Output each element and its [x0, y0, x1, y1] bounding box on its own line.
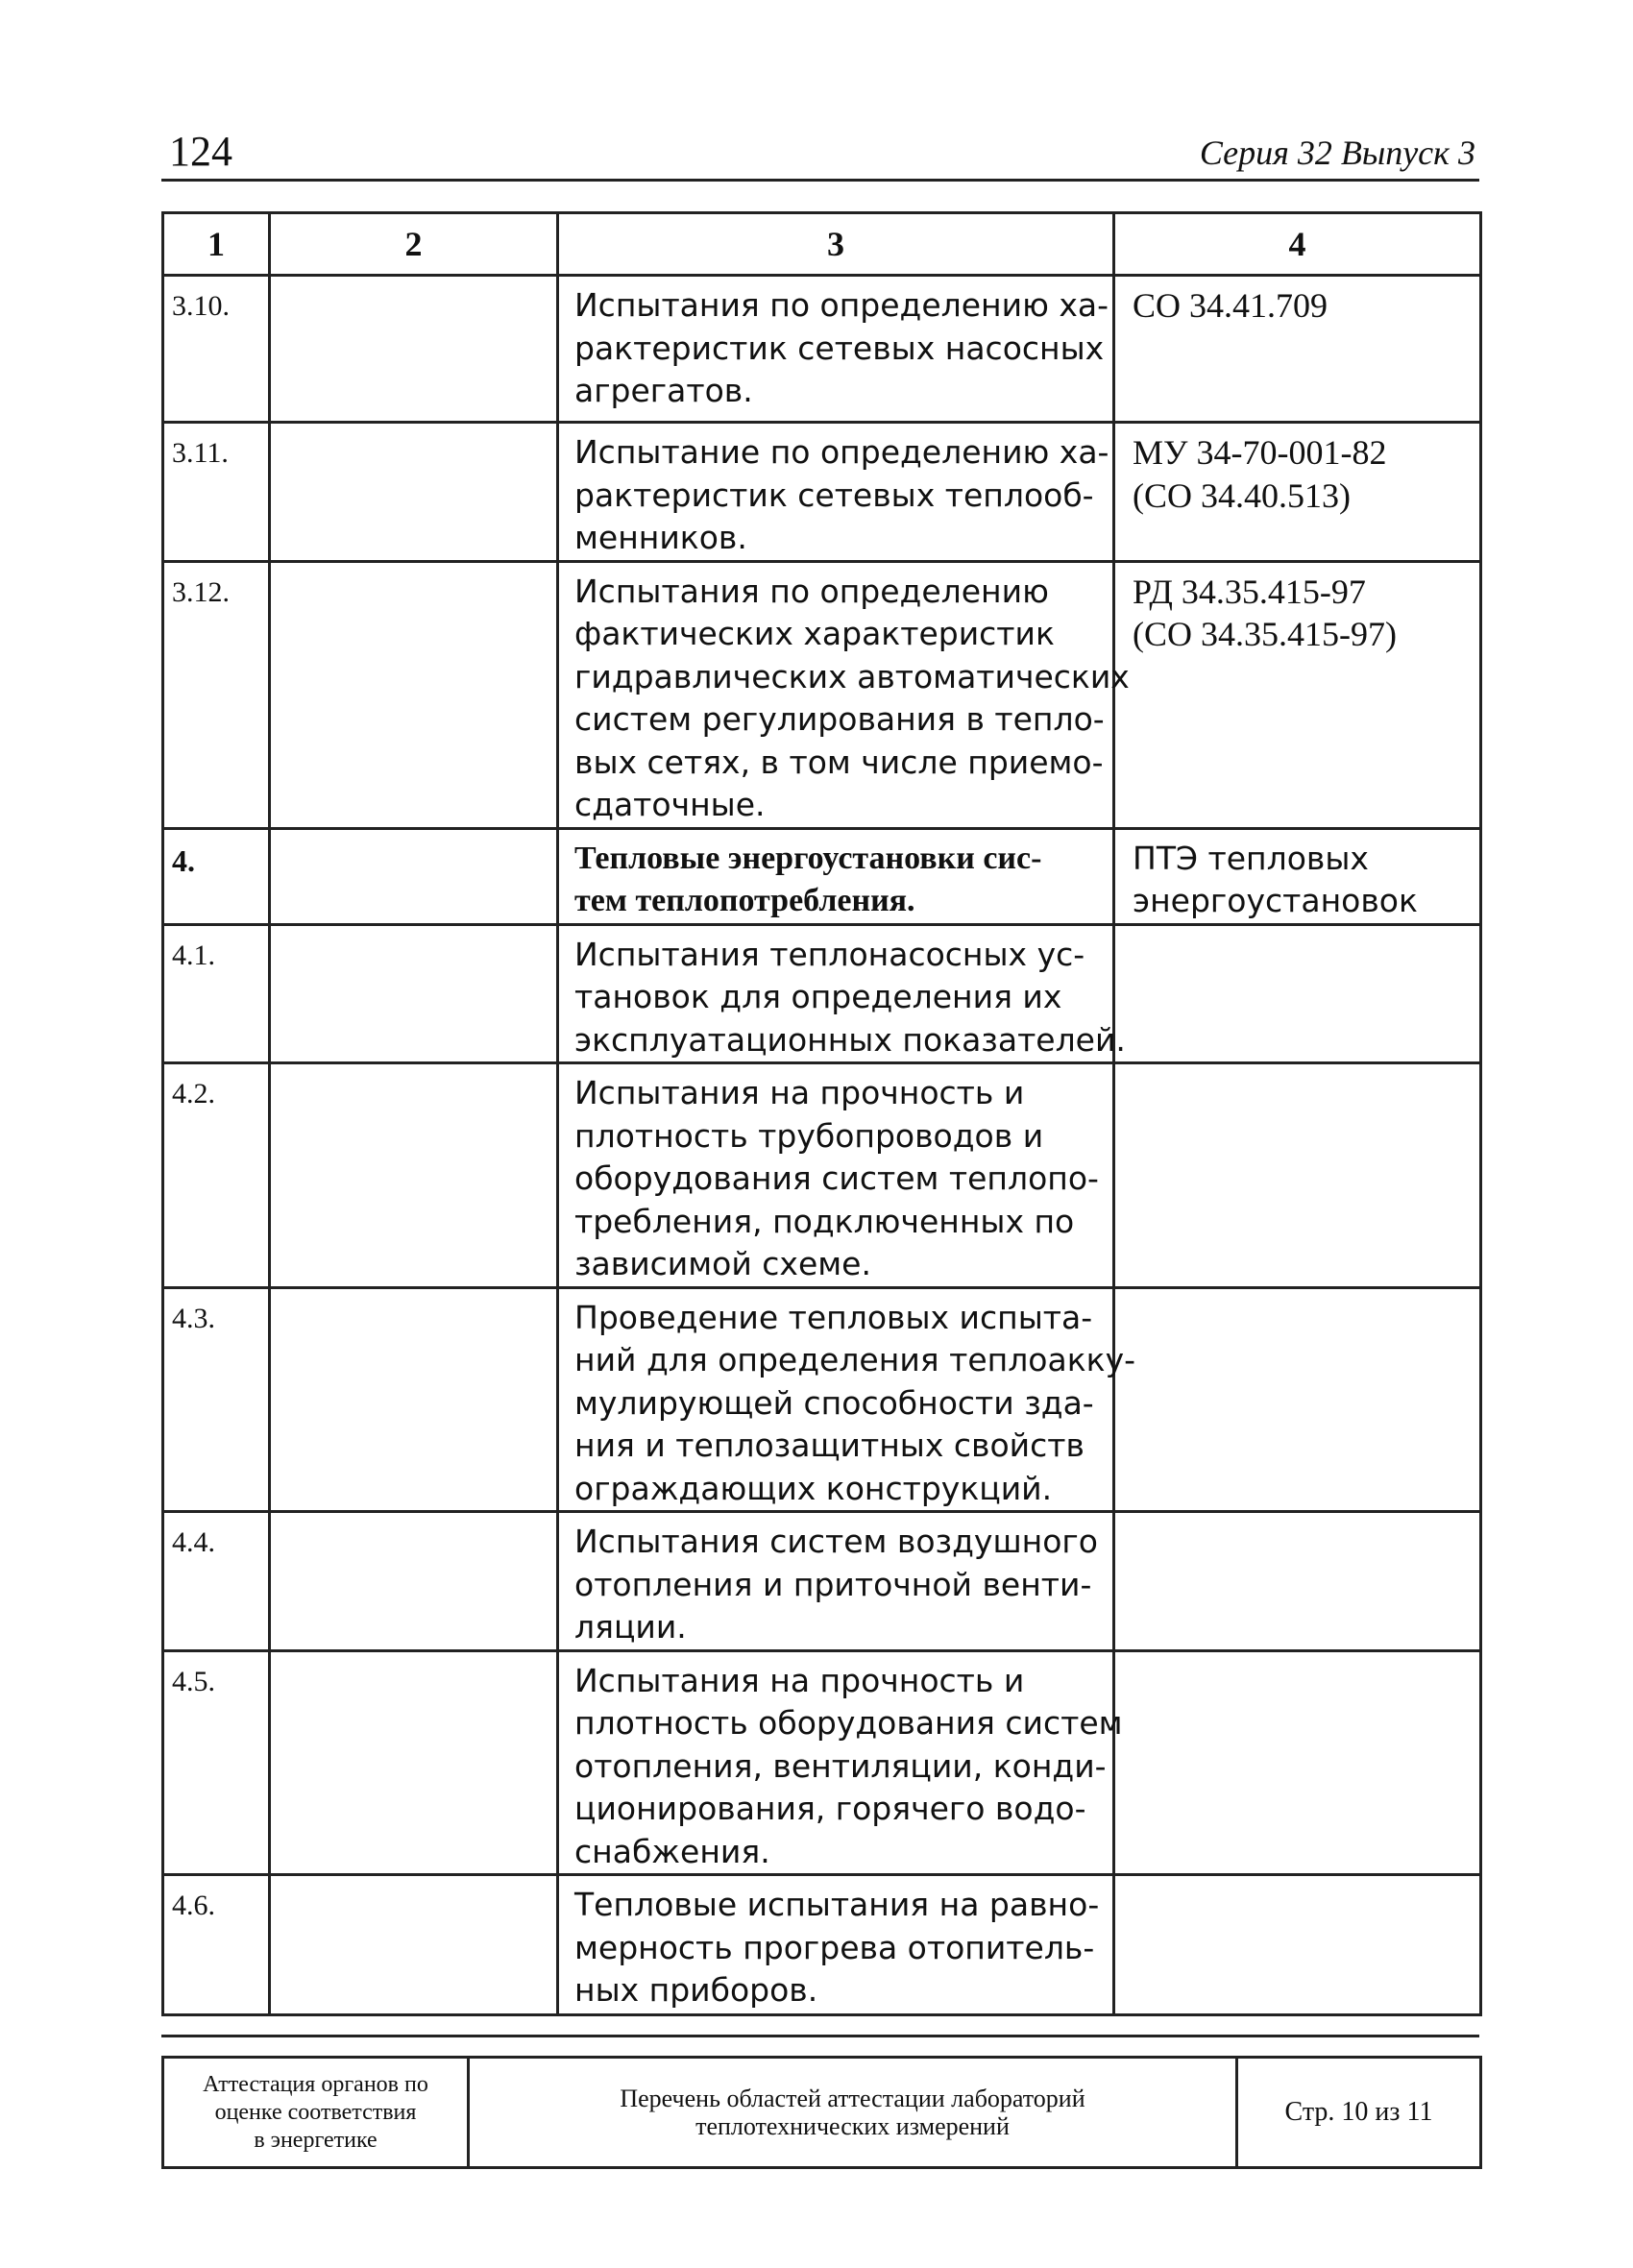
footer-organization-line: оценке соответствия: [214, 2099, 417, 2125]
column-header-2: 2: [270, 213, 558, 276]
row-number-cell: 4.5.: [163, 1650, 270, 1875]
table-row: [163, 276, 1481, 423]
reference-document-line: (СО 34.35.415-97): [1133, 615, 1397, 653]
reference-document-cell: [1114, 1063, 1481, 1288]
description-cell: [558, 561, 1130, 828]
description-line: гидравлических автоматических: [574, 657, 1130, 695]
column-header-3: 3: [558, 213, 1114, 276]
reference-document-cell: [1114, 561, 1481, 828]
description-line: оборудования систем теплопо-: [574, 1159, 1099, 1197]
table-header-row: [163, 213, 1481, 276]
row-number-cell: 4.6.: [163, 1875, 270, 2015]
footer-organization: [163, 2058, 469, 2168]
footer-divider: [161, 2035, 1479, 2037]
series-title: Серия 32 Выпуск 3: [1199, 134, 1475, 172]
description-line: зависимой схеме.: [574, 1245, 871, 1282]
description-cell: [558, 1287, 1136, 1512]
description-line: Испытание по определению ха-: [574, 433, 1109, 471]
description-line: рактеристик сетевых теплооб-: [574, 476, 1094, 514]
footer-title-line: теплотехнических измерений: [695, 2112, 1010, 2140]
description-line: Испытания на прочность и: [574, 1074, 1025, 1111]
reference-document-cell: [1114, 828, 1481, 924]
reference-document-line: (СО 34.40.513): [1133, 476, 1351, 515]
description-line: плотность трубопроводов и: [574, 1116, 1044, 1155]
description-line: рактеристик сетевых насосных: [574, 329, 1105, 367]
footer-organization-line: Аттестация органов по: [203, 2071, 428, 2097]
empty-column-2-cell: [270, 1650, 558, 1875]
description-line: снабжения.: [574, 1832, 770, 1870]
description-line: Тепловые энергоустановки сис-: [574, 840, 1042, 876]
description-line: отопления и приточной венти-: [574, 1565, 1092, 1603]
description-line: агрегатов.: [574, 372, 753, 409]
description-line: Испытания по определению ха-: [574, 286, 1109, 324]
table-row: [163, 423, 1481, 562]
reference-document-cell: [1114, 924, 1481, 1063]
description-line: ляции.: [574, 1608, 687, 1646]
table-row: [163, 1063, 1481, 1288]
footer-organization-line: в энергетике: [254, 2127, 378, 2153]
description-line: отопления, вентиляции, конди-: [574, 1746, 1107, 1785]
table-row: [163, 1287, 1481, 1512]
empty-column-2-cell: [270, 1063, 558, 1288]
empty-column-2-cell: [270, 924, 558, 1063]
reference-document-line: СО 34.41.709: [1133, 286, 1328, 325]
empty-column-2-cell: [270, 1287, 558, 1512]
reference-document-cell: [1114, 276, 1481, 423]
row-number-cell: 3.11.: [163, 423, 270, 562]
description-line: плотность оборудования систем: [574, 1704, 1123, 1742]
description-line: эксплуатационных показателей.: [574, 1020, 1126, 1059]
description-line: требления, подключенных по: [574, 1202, 1075, 1240]
reference-document-cell: [1114, 1650, 1481, 1875]
table-row: [163, 828, 1481, 924]
footer-title-line: Перечень областей аттестации лабораторий: [620, 2085, 1085, 2112]
description-cell: [558, 828, 1114, 924]
description-cell: [558, 423, 1114, 562]
footer-page-counter: Стр. 10 из 11: [1237, 2058, 1481, 2168]
table-row: [163, 1875, 1481, 2015]
description-line: систем регулирования в тепло-: [574, 700, 1105, 738]
reference-document-line: энергоустановок: [1133, 882, 1418, 919]
description-cell: [558, 924, 1126, 1063]
column-header-1: 1: [163, 213, 270, 276]
footer-document-title: [469, 2058, 1237, 2168]
empty-column-2-cell: [270, 423, 558, 562]
description-line: вых сетях, в том числе приемо-: [574, 743, 1104, 781]
empty-column-2-cell: [270, 828, 558, 924]
description-line: ограждающих конструкций.: [574, 1469, 1053, 1507]
reference-document-cell: [1114, 1875, 1481, 2015]
description-line: мерность прогрева отопитель-: [574, 1928, 1095, 1966]
description-line: ционирования, горячего водо-: [574, 1790, 1086, 1827]
description-line: Испытания по определению: [574, 572, 1049, 610]
description-line: тем теплопотребления.: [574, 883, 915, 918]
reference-document-cell: [1114, 1287, 1481, 1512]
row-number-cell: 4.2.: [163, 1063, 270, 1288]
description-cell: [558, 1063, 1114, 1288]
reference-document-line: МУ 34-70-001-82: [1133, 433, 1387, 472]
row-number-cell: 4.1.: [163, 924, 270, 1063]
description-line: фактических характеристик: [574, 615, 1055, 652]
row-number-cell: 3.10.: [163, 276, 270, 423]
description-line: менников.: [574, 519, 747, 556]
description-line: ний для определения теплоакку-: [574, 1341, 1136, 1378]
description-line: Тепловые испытания на равно-: [574, 1886, 1100, 1923]
description-line: ния и теплозащитных свойств: [574, 1427, 1085, 1464]
description-cell: [558, 1650, 1123, 1875]
reference-document-cell: [1114, 423, 1481, 562]
description-cell: [558, 276, 1114, 423]
row-number-cell: 3.12.: [163, 561, 270, 828]
reference-document-line: РД 34.35.415-97: [1133, 572, 1366, 611]
table-row: [163, 1512, 1481, 1651]
description-cell: [558, 1512, 1114, 1651]
empty-column-2-cell: [270, 276, 558, 423]
description-line: ных приборов.: [574, 1971, 818, 2009]
description-line: Проведение тепловых испыта-: [574, 1298, 1093, 1336]
row-number-cell: 4.4.: [163, 1512, 270, 1651]
description-line: Испытания теплонасосных ус-: [574, 935, 1085, 973]
description-line: сдаточные.: [574, 786, 766, 823]
empty-column-2-cell: [270, 561, 558, 828]
empty-column-2-cell: [270, 1875, 558, 2015]
attestation-table: [161, 211, 1482, 2016]
description-cell: [558, 1875, 1114, 2015]
table-row: [163, 561, 1481, 828]
reference-document-cell: [1114, 1512, 1481, 1651]
table-row: [163, 1650, 1481, 1875]
description-line: Испытания на прочность и: [574, 1661, 1025, 1699]
row-number-cell: 4.3.: [163, 1287, 270, 1512]
reference-document-line: ПТЭ тепловых: [1133, 839, 1369, 877]
table-row: [163, 924, 1481, 1063]
table-body: [163, 276, 1481, 2015]
row-number-cell: 4.: [163, 828, 270, 924]
description-line: Испытания систем воздушного: [574, 1523, 1098, 1560]
page-number: 124: [169, 128, 232, 175]
column-header-4: 4: [1114, 213, 1481, 276]
description-line: мулирующей способности зда-: [574, 1383, 1094, 1422]
page-header: [161, 123, 1479, 182]
empty-column-2-cell: [270, 1512, 558, 1651]
page-footer: [161, 2056, 1482, 2169]
description-line: тановок для определения их: [574, 978, 1062, 1015]
